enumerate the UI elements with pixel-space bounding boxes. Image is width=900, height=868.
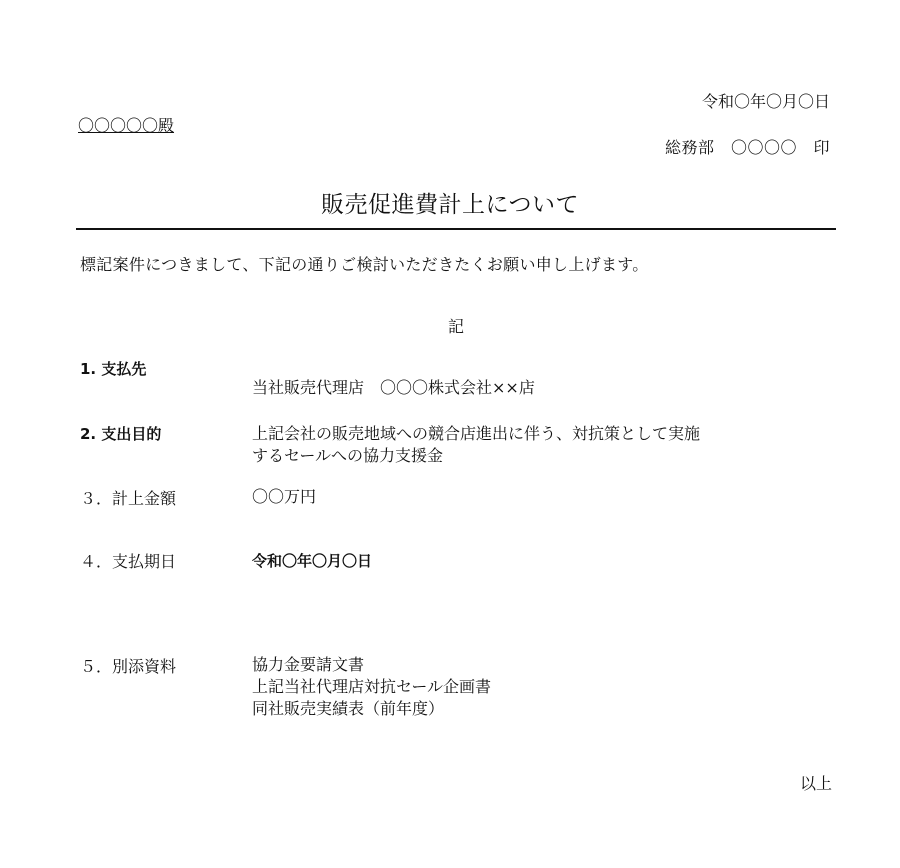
item-value-line: 上記会社の販売地域への競合店進出に伴う、対抗策として実施 xyxy=(252,424,701,443)
title-underline xyxy=(76,228,836,230)
document-title: 販売促進費計上について xyxy=(320,192,580,218)
item-value-line: するセールへの協力支援金 xyxy=(252,446,444,465)
closing-text: 以上 xyxy=(799,774,832,793)
intro-text: 標記案件につきまして、下記の通りご検討いただきたくお願い申し上げます。 xyxy=(80,255,649,274)
item-label-due-date: ４．支払期日 xyxy=(80,552,177,571)
sender-department: 総務部 〇〇〇〇 印 xyxy=(664,138,830,157)
document-date: 令和〇年〇月〇日 xyxy=(701,92,830,111)
item-label-payee: 1. 支払先 xyxy=(80,360,147,378)
item-value-payee xyxy=(252,377,842,399)
item-label-amount: ３．計上金額 xyxy=(80,489,177,508)
item-value-attachments xyxy=(252,654,842,720)
item-value-line: 〇〇万円 xyxy=(252,487,317,506)
item-value-line: 協力金要請文書 xyxy=(252,655,365,674)
recipient-name: 〇〇〇〇〇殿 xyxy=(78,116,175,135)
item-value-line: 令和〇年〇月〇日 xyxy=(252,552,373,570)
item-value-amount xyxy=(252,486,842,508)
item-value-purpose xyxy=(252,423,842,467)
ki-heading: 記 xyxy=(447,317,464,336)
item-value-due-date xyxy=(252,550,842,572)
item-value-line: 同社販売実績表（前年度） xyxy=(252,699,445,718)
item-value-line: 上記当社代理店対抗セール企画書 xyxy=(252,677,492,696)
item-value-line: 当社販売代理店 〇〇〇株式会社××店 xyxy=(252,378,535,397)
item-label-attachments: ５．別添資料 xyxy=(80,657,177,676)
item-label-purpose: 2. 支出目的 xyxy=(80,425,162,443)
